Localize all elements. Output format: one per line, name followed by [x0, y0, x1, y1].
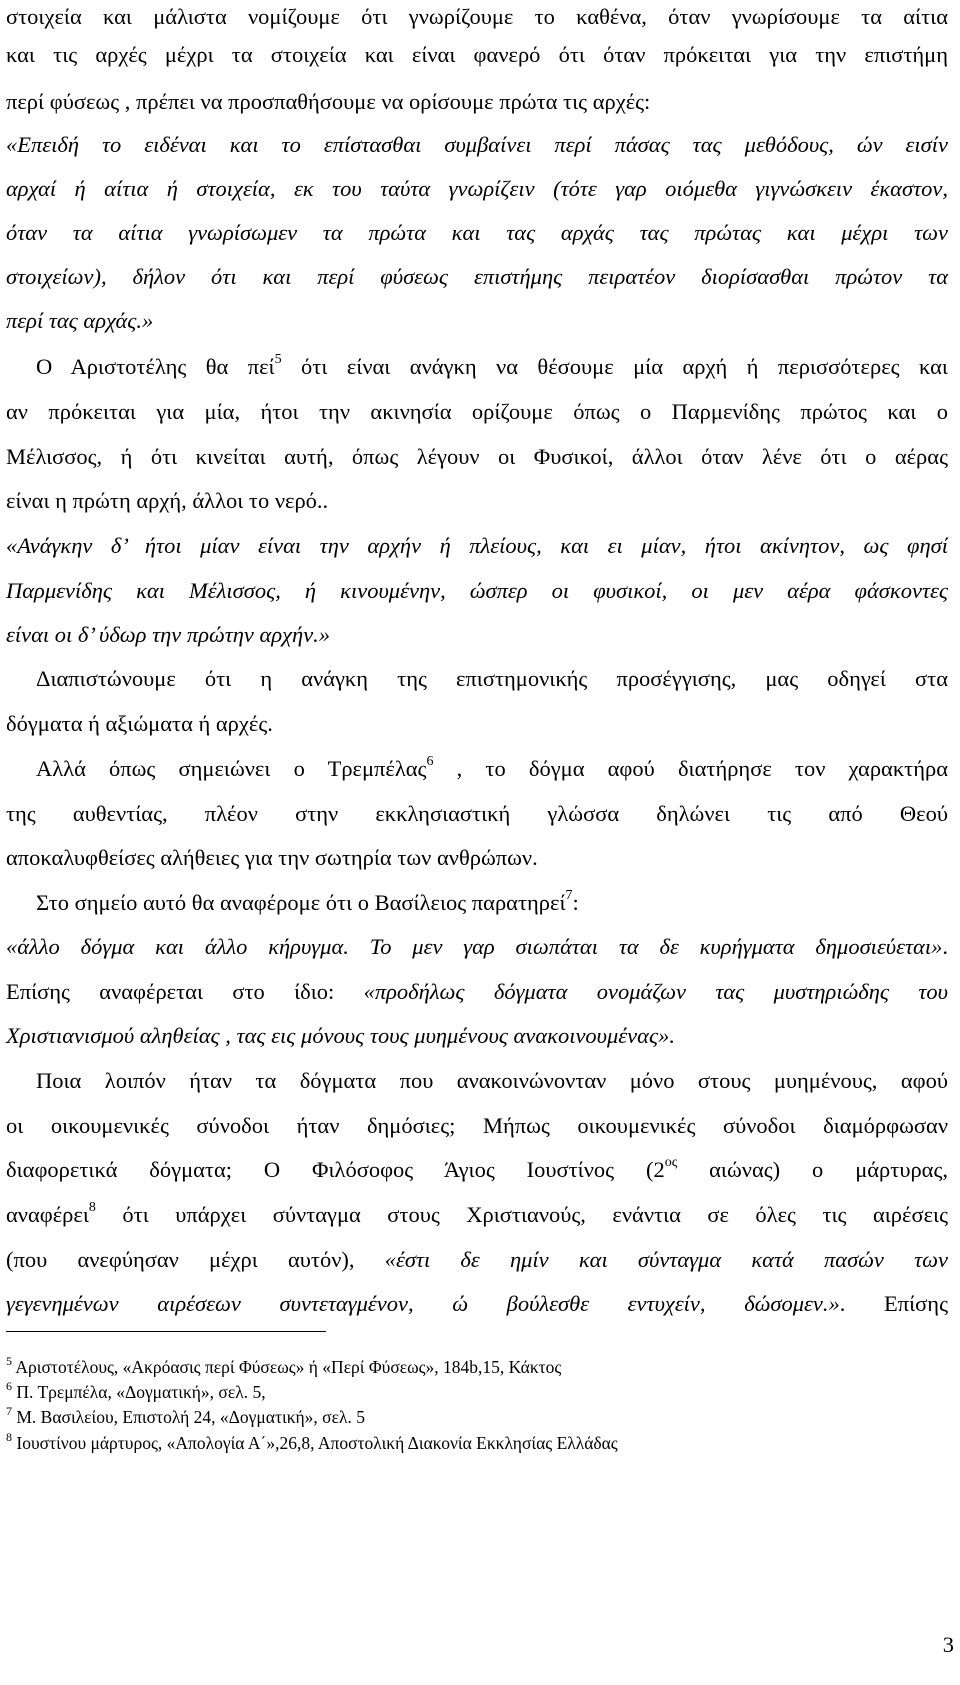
body-line: δόγματα ή αξιώματα ή αρχές. — [6, 711, 273, 736]
footnote-ref[interactable]: 7 — [565, 888, 573, 903]
footnote-ref[interactable]: 6 — [426, 754, 434, 769]
body-line: αποκαλυφθείσες αλήθειες για την σωτηρία των ανθρώπων. — [6, 845, 538, 870]
quote-line: περί τας αρχάς.» — [6, 308, 154, 333]
quote-line: αρχαί ή αίτια ή στοιχεία, εκ του ταύτα γνωρίζειν (τότε γαρ οιόμεθα γιγνώσκειν έκαστον, — [6, 176, 948, 201]
body-line: στοιχεία και μάλιστα νομίζουμε ότι γνωρίζουμε το καθένα, όταν γνωρίσουμε τα αίτια — [6, 4, 948, 29]
superscript: ος — [664, 1155, 678, 1170]
quote-line: Παρμενίδης και Μέλισσος, ή κινουμένην, ώσπερ οι φυσικοί, οι μεν αέρα φάσκοντες — [6, 578, 948, 603]
quote-line: «Επειδή το ειδέναι και το επίστασθαι συμβαίνει περί πάσας τας μεθόδους, ών εισίν — [6, 132, 948, 157]
body-line: της αυθεντίας, πλέον στην εκκλησιαστική γλώσσα δηλώνει τις από Θεού — [6, 801, 948, 826]
page-number: 3 — [942, 1632, 954, 1657]
quote-line: Χριστιανισμού αληθείας , τας εις μόνους τους μυημένους ανακοινουμένας». — [6, 1023, 675, 1048]
quote-line: είναι οι δ’ ύδωρ την πρώτην αρχήν.» — [6, 622, 331, 647]
paragraph-first-line: Διαπιστώνουμε ότι η ανάγκη της επιστημονικής προσέγγισης, μας οδηγεί στα — [36, 666, 948, 691]
quote-line: στοιχείων), δήλον ότι και περί φύσεως επιστήμης πειρατέον διορίσασθαι πρώτον τα — [6, 264, 948, 289]
paragraph-first-line: Ο Αριστοτέλης θα πεί$^5$ ότι είναι ανάγκη να θέσουμε μία αρχή ή περισσότερες και — [36, 352, 948, 379]
footnote: $^7$ Μ. Βασιλείου, Επιστολή 24, «Δογματική», σελ. 5 — [6, 1404, 365, 1427]
body-line: διαφορετικά δόγματα; Ο Φιλόσοφος Άγιος Ιουστίνος ($2^{o\varsigma}$ αιώνας) ο μάρτυρας, — [6, 1155, 949, 1182]
body-line: αναφέρει$^8$ ότι υπάρχει σύνταγμα στους Χριστιανούς, ενάντια σε όλες τις αιρέσεις — [6, 1200, 948, 1227]
quote-line: «Ανάγκην δ’ ήτοι μίαν είναι την αρχήν ή πλείους, και ει μίαν, ήτοι ακίνητον, ως φησί — [6, 533, 948, 558]
body-line: περί φύσεως , πρέπει να προσπαθήσουμε να ορίσουμε πρώτα τις αρχές: — [6, 89, 651, 114]
footnote: $^6$ Π. Τρεμπέλα, «Δογματική», σελ. 5, — [6, 1379, 266, 1402]
mixed-line: Επίσης αναφέρεται στο ίδιο: «προδήλως δόγματα ονομάζων τας μυστηριώδης του — [6, 979, 948, 1004]
body-line: αν πρόκειται για μία, ήτοι την ακινησία ορίζουμε όπως ο Παρμενίδης πρώτος και ο — [6, 399, 948, 424]
body-line: οι οικουμενικές σύνοδοι ήταν δημόσιες; Μήπως οικουμενικές σύνοδοι διαμόρφωσαν — [6, 1113, 948, 1138]
body-line: είναι η πρώτη αρχή, άλλοι το νερό.. — [6, 488, 329, 513]
mixed-line: (που ανεφύησαν μέχρι αυτόν), «έστι δε ημίν και σύνταγμα κατά πασών των — [6, 1247, 948, 1272]
mixed-line: γεγενημένων αιρέσεων συντεταγμένον, ώ βούλεσθε εντυχείν, δώσομεν.». Επίσης — [6, 1291, 948, 1316]
quote-line: όταν τα αίτια γνωρίσωμεν τα πρώτα και τας αρχάς τας πρώτας και μέχρι των — [6, 220, 948, 245]
body-line: Μέλισσος, ή ότι κινείται αυτή, όπως λέγουν οι Φυσικοί, άλλοι όταν λένε ότι ο αέρας — [6, 444, 948, 469]
footnote-ref[interactable]: 5 — [274, 352, 282, 367]
mixed-line: «άλλο δόγμα και άλλο κήρυγμα. Το μεν γαρ σιωπάται τα δε κυρήγματα δημοσιεύεται». — [6, 934, 948, 959]
footnote-ref[interactable]: 8 — [88, 1200, 96, 1215]
body-line: και τις αρχές μέχρι τα στοιχεία και είναι φανερό ότι όταν πρόκειται για την επιστήμη — [6, 42, 948, 67]
footnote-separator — [6, 1331, 326, 1332]
footnote: $^8$ Ιουστίνου μάρτυρος, «Απολογία Α΄»,26,8, Αποστολική Διακονία Εκκλησίας Ελλάδας — [6, 1430, 618, 1453]
paragraph-first-line: Αλλά όπως σημειώνει ο Τρεμπέλας$^6$ , το δόγμα αφού διατήρησε τον χαρακτήρα — [36, 754, 949, 781]
paragraph-first-line: Στο σημείο αυτό θα αναφέρομε ότι ο Βασίλειος παρατηρεί$^7$: — [36, 888, 579, 915]
footnote: $^5$ Αριστοτέλους, «Ακρόασις περί Φύσεως» ή «Περί Φύσεως», 184b,15, Κάκτος — [6, 1354, 562, 1377]
paragraph-first-line: Ποια λοιπόν ήταν τα δόγματα που ανακοινώνονταν μόνο στους μυημένους, αφού — [36, 1068, 948, 1093]
